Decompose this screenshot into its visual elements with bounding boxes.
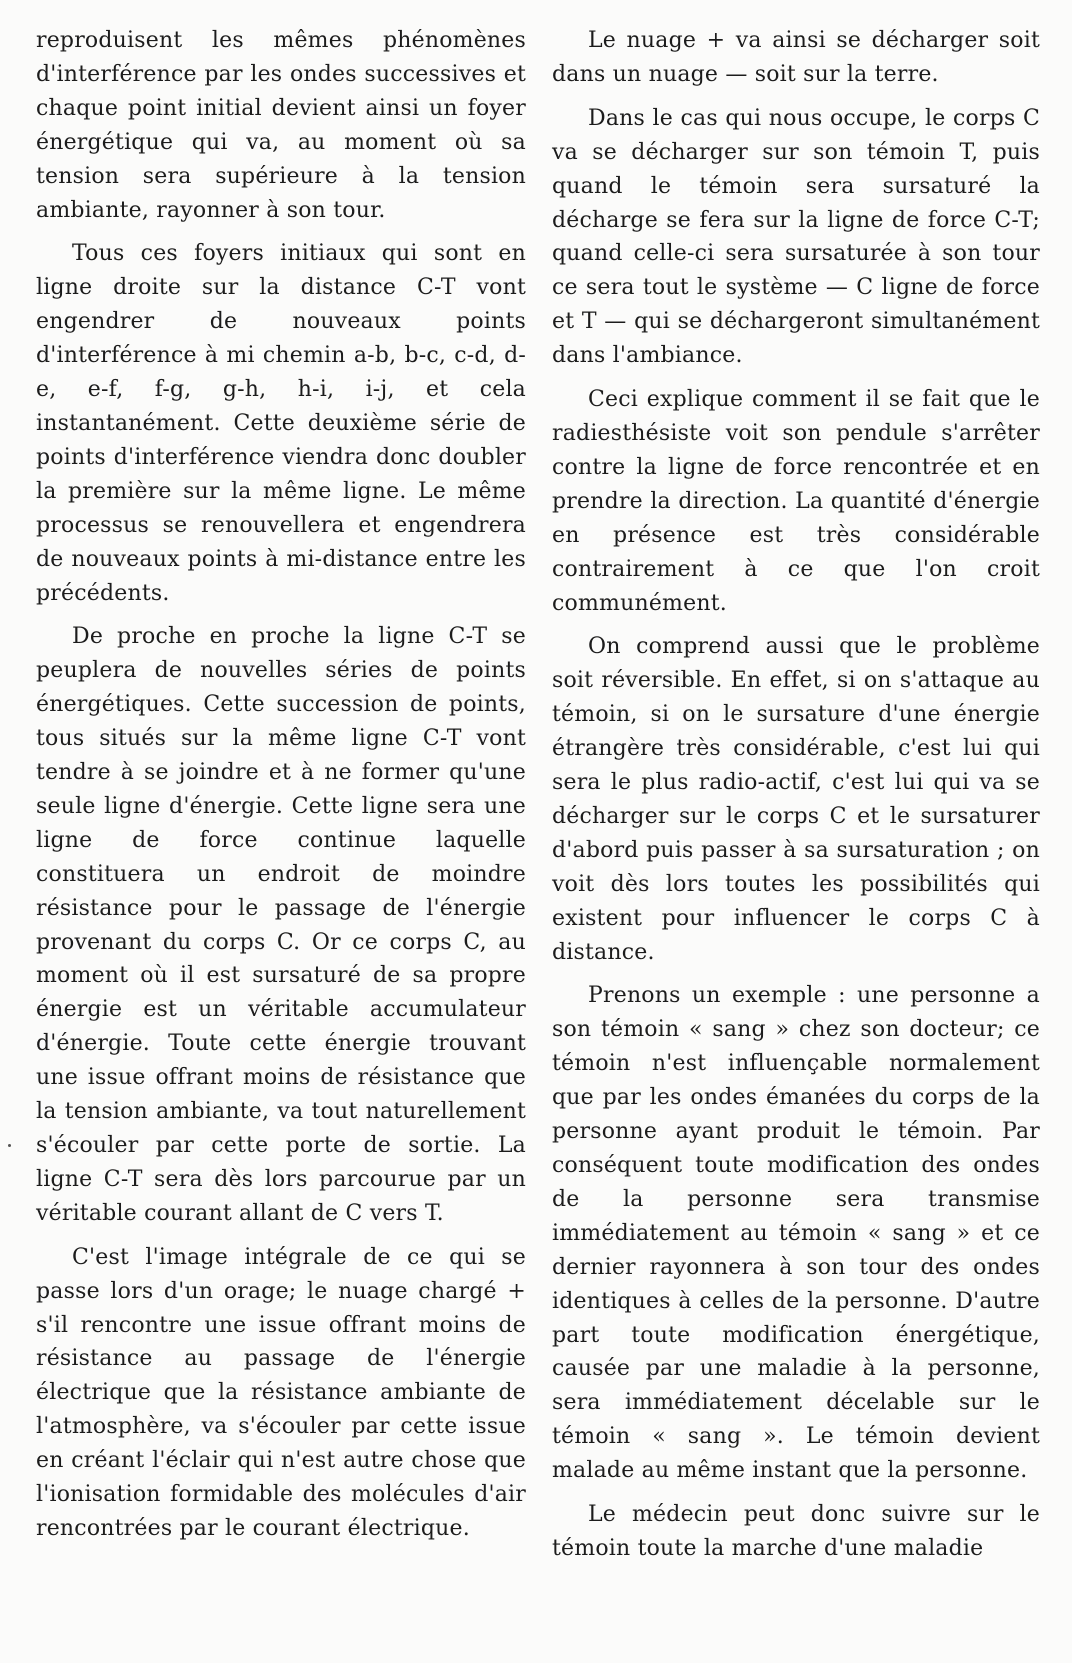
right-text-column bbox=[552, 24, 1040, 1576]
paragraph-force-line: De proche en proche la ligne C-T se peuplera de nouvelles séries de points énergétiques. Cette succession de points, tous situés sur la même ligne C-T vont tendre à se joindre et à ne former qu'une seule ligne d'énergie. Cette ligne sera une ligne de force continue laquelle constituera un endroit de moindre résistance pour le passage de l'énergie provenant du corps C. Or ce corps C, au moment où il est sursaturé de sa propre énergie est un véritable accumulateur d'énergie. Toute cette énergie trouvant une issue offrant moins de résistance que la tension ambiante, va tout naturellement s'écouler par cette porte de sortie. La ligne C-T sera dès lors parcourue par un véritable courant allant de C vers T. bbox=[36, 624, 526, 1226]
paragraph-initial-foyers: Tous ces foyers initiaux qui sont en ligne droite sur la distance C-T vont engendrer de nouveaux points d'interférence à mi chemin a-b, b-c, c-d, d-e, e-f, f-g, g-h, h-i, i-j, et cela instantanément. Cette deuxième série de points d'interférence viendra donc doubler la première sur la même ligne. Le même processus se renouvellera et engendrera de nouveaux points à mi-distance entre les précédents. bbox=[36, 241, 526, 606]
left-text-column bbox=[36, 24, 526, 1556]
paragraph-case-discharge: Dans le cas qui nous occupe, le corps C va se décharger sur son témoin T, puis quand le témoin sera sursaturé la décharge se fera sur la ligne de force C-T; quand celle-ci sera sursaturée à son tour ce sera tout le système — C ligne de force et T — qui se déchargeront simultanément dans l'ambiance. bbox=[552, 105, 1040, 369]
paragraph-storm-analogy: C'est l'image intégrale de ce qui se passe lors d'un orage; le nuage chargé + s'il rencontre une issue offrant moins de résistance au passage de l'énergie électrique que la résistance ambiante de l'atmosphère, va s'écouler par cette issue en créant l'éclair qui n'est autre chose que l'ionisation formidable des molécules d'air rencontrées par le courant électrique. bbox=[36, 1244, 526, 1541]
paragraph-pendulum: Ceci explique comment il se fait que le radiesthésiste voit son pendule s'arrêter contre la ligne de force rencontrée et en prendre la direction. La quantité d'énergie en présence est très considérable contrairement à ce que l'on croit communément. bbox=[552, 387, 1040, 616]
paragraph-blood-witness-example: Prenons un exemple : une personne a son témoin « sang » chez son docteur; ce témoin n'est influençable normalement que par les ondes émanées du corps de la personne ayant produit le témoin. Par conséquent toute modification des ondes de la personne sera transmise immédiatement au témoin « sang » et ce dernier rayonnera à son tour des ondes identiques à celles de la personne. D'autre part toute modification énergétique, causée par une maladie à la personne, sera immédiatement décelable sur le témoin « sang ». Le témoin devient malade au même instant que la personne. bbox=[552, 983, 1040, 1484]
margin-speck bbox=[8, 1144, 11, 1147]
paragraph-reversible: On comprend aussi que le problème soit réversible. En effet, si on s'attaque au témoin, si on le sursature d'une énergie étrangère très considérable, c'est lui qui sera le plus radio-actif, c'est lui qui va se décharger sur le corps C et le sursaturer d'abord puis passer à sa sursaturation ; on voit dès lors toutes les possibilités qui existent pour influencer le corps C à distance. bbox=[552, 634, 1040, 965]
paragraph-continuation: reproduisent les mêmes phénomènes d'interférence par les ondes successives et chaque point initial devient ainsi un foyer énergétique qui va, au moment où sa tension sera supérieure à la tension ambiante, rayonner à son tour. bbox=[36, 28, 526, 223]
paragraph-doctor-follows: Le médecin peut donc suivre sur le témoin toute la marche d'une maladie bbox=[552, 1502, 1040, 1561]
paragraph-cloud-discharge: Le nuage + va ainsi se décharger soit dans un nuage — soit sur la terre. bbox=[552, 28, 1040, 87]
